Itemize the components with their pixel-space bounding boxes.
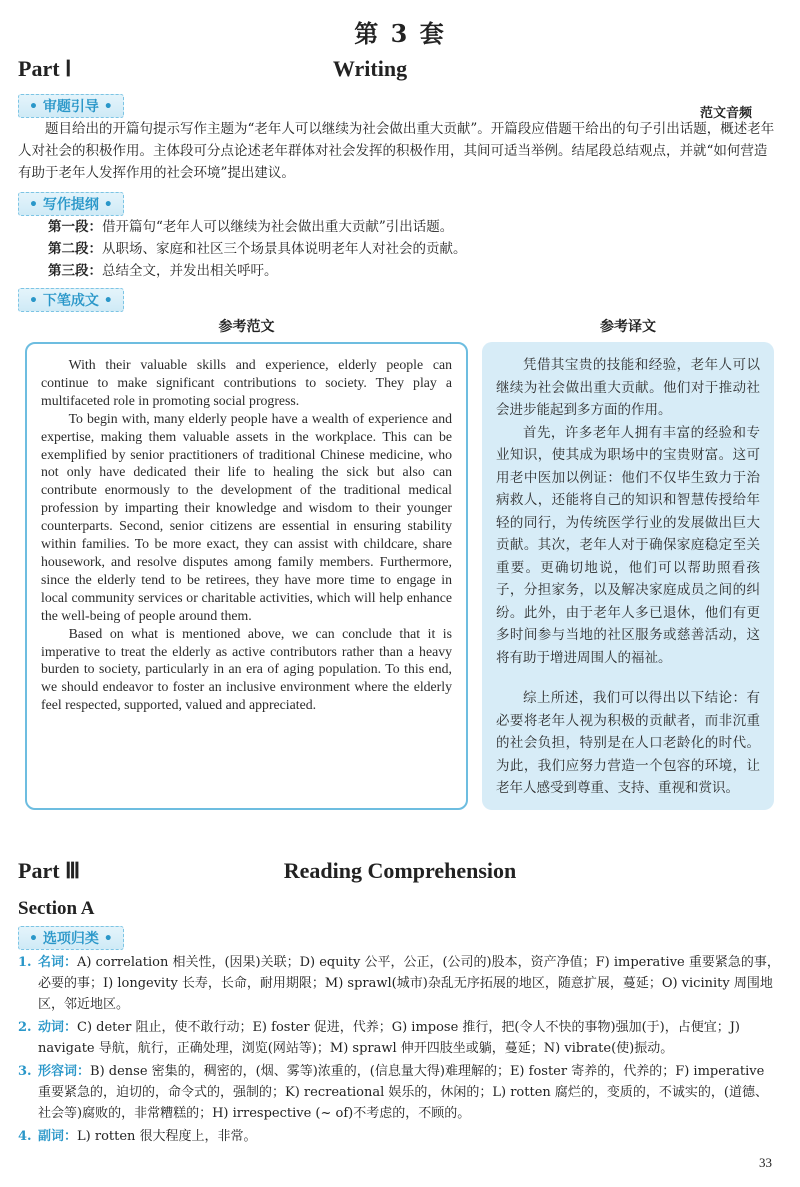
guide-tag-label: 审题引导 bbox=[42, 99, 99, 115]
vocab-item: 2. 动词：C) deter 阻止，使不敢行动；E) foster 促进，代养；G) impose 推行，把(令人不快的事物)强加(于)，占便宜；J) navigate 导航，航行，正确处理，浏览(网站等)；M) sprawl 伸开四肢坐或躺，蔓延；N) vibrate(使)振动。 bbox=[18, 1020, 741, 1056]
outline-tag: • 写作提纲 • bbox=[18, 192, 124, 216]
set-title: 第 3 套 bbox=[354, 19, 446, 48]
translation-box bbox=[482, 342, 774, 810]
outline-list bbox=[48, 216, 778, 282]
vocab-item: 3. 形容词：B) dense 密集的，稠密的，(烟、雾等)浓重的，(信息量大得)难理解的；E) foster 寄养的，代养的；F) imperative 重要紧急的，迫切的，命令式的，强制的；K) recreational 娱乐的，休闲的；L) rotten 腐烂的，变质的，不诚实的，(道德、社会等)腐败的，非常糟糕的；H) irrespective (~ of)不考虑的，不顾的。 bbox=[18, 1064, 768, 1121]
essay-paragraph: To begin with, many elderly people have a wealth of experience and expertise, making them valuable assets in the workplace. This can be exemplified by senior practitioners of traditional Chinese medicine, who not only have dedicated their life to healing the sick but also can contribute enormously to the development of the traditional medical profession by imparting their knowledge and wisdom to their younger counterparts. Second, senior citizens are essential in ensuring stability within families. To be more exact, they can assist with childcare, share housework, and resolve disputes among family members. Furthermore, since the elderly tend to be retirees, they have more time to engage in local community services or charitable activities, which will help enhance the well-being of people around them. bbox=[41, 410, 452, 623]
translation-title: 参考译文 bbox=[600, 319, 656, 335]
outline-tag-label: 写作提纲 bbox=[42, 197, 99, 213]
options-tag: • 选项归类 • bbox=[18, 926, 124, 950]
translation-paragraph: 综上所述，我们可以得出以下结论：有必要将老年人视为积极的贡献者，而非沉重的社会负担，特别是在人口老龄化的时代。为此，我们应努力营造一个包容的环境，让老年人感受到尊重、支持、重视和赏识。 bbox=[496, 690, 760, 796]
part1-label: Part Ⅰ bbox=[18, 56, 72, 81]
compose-tag: • 下笔成文 • bbox=[18, 288, 124, 312]
guide-text: 题目给出的开篇句提示写作主题为“老年人可以继续为社会做出重大贡献”。开篇段应借题干给出的句子引出话题，概述老年人对社会的积极作用。主体段可分点论述老年群体对社会发挥的积极作用，其间可适当举例。结尾段总结观点，并就“如何营造有助于老年人发挥作用的社会环境”提出建议。 bbox=[18, 121, 775, 181]
translation-paragraph: 首先，许多老年人拥有丰富的经验和专业知识，使其成为职场中的宝贵财富。这可用老中医加以例证：他们不仅毕生致力于治病救人，还能将自己的知识和智慧传授给年轻的同行，为传统医学行业的发展做出巨大贡献。其次，老年人对于确保家庭稳定至关重要。更确切地说，他们可以帮助照看孩子，分担家务，以及解决家庭成员之间的纠纷。此外，由于老年人多已退休，他们有更多时间参与当地的社区服务或慈善活动，这将有助于增进周围人的福祉。 bbox=[496, 424, 760, 666]
essay-title: 参考范文 bbox=[218, 319, 275, 335]
essay-box bbox=[25, 342, 468, 810]
outline-item: 第一段：借开篇句“老年人可以继续为社会做出重大贡献”引出话题。 bbox=[48, 219, 454, 235]
part3-label: Part Ⅲ bbox=[18, 858, 81, 883]
vocab-item: 4. 副词：L) rotten 很大程度上，非常。 bbox=[18, 1129, 257, 1144]
options-tag-label: 选项归类 bbox=[42, 931, 99, 947]
outline-item: 第三段：总结全文，并发出相关呼吁。 bbox=[48, 263, 278, 279]
guide-tag: • 审题引导 • bbox=[18, 94, 124, 118]
outline-item: 第二段：从职场、家庭和社区三个场景具体说明老年人对社会的贡献。 bbox=[48, 241, 467, 257]
options-list bbox=[18, 952, 780, 1147]
page-number: 33 bbox=[759, 1155, 772, 1170]
section-a-label: Section A bbox=[18, 898, 95, 919]
vocab-item: 1. 名词：A) correlation 相关性，(因果)关联；D) equity 公平，公正，(公司的)股本，资产净值；F) imperative 重要紧急的事，必要的事；I) longevity 长寿，长命，耐用期限；M) sprawl(城市)杂乱无序拓展的地区，随意扩展，蔓延；O) vicinity 周围地区，邻近地区。 bbox=[18, 955, 780, 1012]
part1-heading: Writing bbox=[332, 56, 408, 81]
translation-paragraph: 凭借其宝贵的技能和经验，老年人可以继续为社会做出重大贡献。他们对于推动社会进步能起到多方面的作用。 bbox=[496, 357, 760, 418]
essay-paragraph: Based on what is mentioned above, we can conclude that it is imperative to treat the elderly as active contributors rather than a heavy burden to society, particularly in an era of aging population. To this end, we should endeavor to foster an inclusive environment where the elderly feel respected, supported, valued and appreciated. bbox=[41, 625, 452, 713]
compose-tag-label: 下笔成文 bbox=[42, 293, 99, 309]
essay-paragraph: With their valuable skills and experience, elderly people can continue to make significant contributions to society. They play a multifaceted role in promoting social progress. bbox=[41, 357, 452, 408]
part3-heading: Reading Comprehension bbox=[283, 858, 517, 883]
audio-label[interactable]: 范文音频 bbox=[700, 106, 753, 121]
